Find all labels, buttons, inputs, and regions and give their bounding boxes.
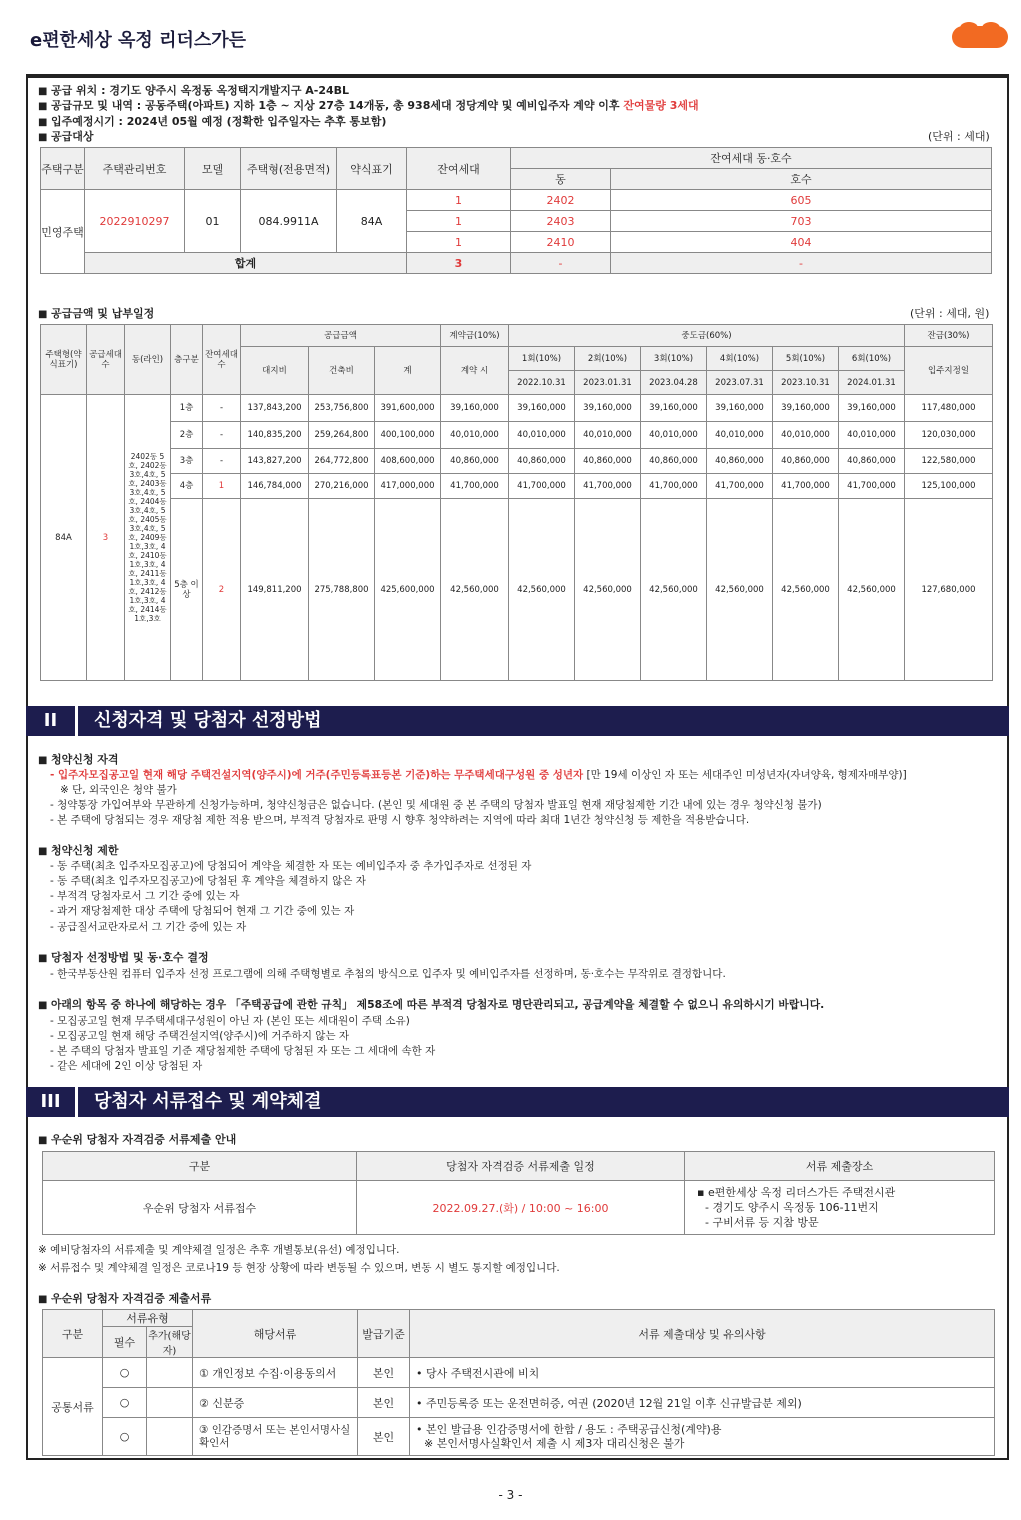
cell-mid: 40,860,000 [773,449,839,474]
cell-land: 137,843,200 [241,395,309,422]
cell-mid: 39,160,000 [509,395,575,422]
cell-mid: 39,160,000 [707,395,773,422]
place-line: ▪ e편한세상 옥정 리더스가든 주택전시관 [697,1186,896,1199]
cell-dep: 39,160,000 [441,395,509,422]
th-ptype: 주택형(약식표기) [41,325,87,395]
cell-req: ○ [103,1388,147,1418]
sum-label: 합계 [85,253,407,274]
cell-bldg: 259,264,800 [309,422,375,449]
cell-bldg: 275,788,800 [309,499,375,681]
unit-label: (단위 : 세대) [928,130,990,143]
cell-total: 408,600,000 [375,449,441,474]
qual-line1 [50,768,907,782]
cell-mid: 41,700,000 [575,474,641,499]
qual-title: ■ 청약신청 자격 [38,753,119,768]
th-count: 공급세대수 [87,325,125,395]
limit-item: - 동 주택(최초 입주자모집공고)에 당첨된 후 계약을 체결하지 않은 자 [50,875,366,887]
cell-total: 425,600,000 [375,499,441,681]
cell-mid: 42,560,000 [707,499,773,681]
cell-mid: 40,010,000 [707,422,773,449]
cell-basis: 본인 [358,1418,410,1456]
section-2-title: 신청자격 및 당첨자 선정방법 [94,710,322,731]
cell-mid: 40,860,000 [839,449,905,474]
cell-land: 149,811,200 [241,499,309,681]
th-bal: 잔금(30%) [905,325,993,347]
price-unit: (단위 : 세대, 원) [910,307,990,320]
cell-place [685,1181,995,1235]
sub-title: ■ 우순위 당첨자 자격검증 제출서류 [38,1292,211,1307]
th-mid-date: 2022.10.31 [509,371,575,395]
page-number: - 3 - [498,1488,523,1502]
th-mid-5: 5회(10%) [773,347,839,371]
warn-item: - 본 주택의 당첨자 발표일 기준 재당첨제한 주택에 당첨된 자 또는 그 세대에 속한 자 [50,1045,436,1057]
cell-mid: 40,010,000 [641,422,707,449]
cell-mid: 39,160,000 [773,395,839,422]
sum-dash: - [611,253,992,274]
cell-mid: 42,560,000 [641,499,707,681]
qual-line4: - 본 주택에 당첨되는 경우 재당첨 제한 적용 받으며, 부적격 당첨자로 판명 시 향후 청약하려는 지역에 따라 최대 1년간 청약신청 등 제한을 적용받습니다. [50,814,750,826]
cell-mid: 40,860,000 [707,449,773,474]
cell-dong: 2403 [511,211,611,232]
place-line: - 경기도 양주시 옥정동 106-11번지 [705,1201,879,1214]
th-land: 대지비 [241,347,309,395]
th-short: 약식표기 [337,148,407,190]
cell-bal: 125,100,000 [905,474,993,499]
qual-line1a: - 입주자모집공고일 현재 해당 주택건설지역(양주시)에 거주(주민등록표등본 기준)하는 무주택세대구성원 중 성년자 [50,769,584,781]
th-place: 서류 제출장소 [685,1152,995,1181]
qual-line2: ※ 단, 외국인은 청약 불가 [60,784,177,796]
cell-ptype: 84A [41,395,87,681]
cell-count: 3 [87,395,125,681]
note-line: ※ 본인서명사실확인서 제출 시 제3자 대리신청은 불가 [424,1436,685,1450]
th-bldg: 건축비 [309,347,375,395]
limit-item: - 공급질서교란자로서 그 기간 중에 있는 자 [50,921,247,933]
sum-dash: - [511,253,611,274]
method-title: ■ 당첨자 선정방법 및 동·호수 결정 [38,951,209,966]
th-detail: 잔여세대 동·호수 [511,148,992,169]
qual-line3: - 청약통장 가입여부와 무관하게 신청가능하며, 청약신청금은 없습니다. (본인 및 세대원 중 본 주택의 당첨자 발표일 현재 재당첨제한 기간 내에 있는 경우 청약신청 불가) [50,799,822,811]
limit-item: - 동 주택(최초 입주자모집공고)에 당첨되어 계약을 체결한 자 또는 예비입주자 중 추가입주자로 선정된 자 [50,860,532,872]
warn-item: - 모집공고일 현재 무주택세대구성원이 아닌 자 (본인 또는 세대원이 주택 소유) [50,1015,410,1027]
limit-title: ■ 청약신청 제한 [38,844,119,859]
th-skind: 서류유형 [103,1310,193,1327]
cell-mid: 39,160,000 [839,395,905,422]
th-line: 동(라인) [125,325,171,395]
cell-bldg: 264,772,800 [309,449,375,474]
cell-ho: 404 [611,232,992,253]
cell-mid: 39,160,000 [641,395,707,422]
cell-mid: 40,860,000 [641,449,707,474]
cell-ho: 605 [611,190,992,211]
cell-mid: 42,560,000 [575,499,641,681]
th-mid-date: 2023.10.31 [773,371,839,395]
th-snote: 서류 제출대상 및 유의사항 [410,1310,995,1358]
th-deposit: 계약금(10%) [441,325,509,347]
cell-floor: 3층 [171,449,203,474]
cell-dep: 40,860,000 [441,449,509,474]
th-sreq: 필수 [103,1327,147,1358]
th-mid-6: 6회(10%) [839,347,905,371]
th-remain: 잔여세대 [407,148,511,190]
th-sbasis: 발급기준 [358,1310,410,1358]
cell-mid: 40,010,000 [839,422,905,449]
th-stype: 구분 [43,1310,103,1358]
cell-dep: 41,700,000 [441,474,509,499]
page-title: e편한세상 옥정 리더스가든 [30,30,247,51]
cell-mid: 41,700,000 [509,474,575,499]
th-mid-4: 4회(10%) [707,347,773,371]
cell-total: 400,100,000 [375,422,441,449]
cell-dep: 40,010,000 [441,422,509,449]
th-mid-1: 1회(10%) [509,347,575,371]
cell-dep: 42,560,000 [441,499,509,681]
cell-mid: 39,160,000 [575,395,641,422]
cell-model: 01 [185,190,241,253]
info-scale-text: 공급규모 및 내역 : 공동주택(아파트) 지하 1층 ~ 지상 27층 14개동, 총 938세대 정당계약 및 예비입주자 계약 이후 [50,99,624,112]
cell-add [147,1388,193,1418]
th-htype: 주택형(전용면적) [241,148,337,190]
th-dong: 동 [511,169,611,190]
info-target: ■ 공급대상 [38,130,93,145]
docs-title: ■ 우순위 당첨자 자격검증 서류제출 안내 [38,1133,236,1148]
th-mgmt: 주택관리번호 [85,148,185,190]
submit-docs-table [42,1309,995,1456]
remaining-units-table [40,147,992,274]
cell-remain: 1 [407,232,511,253]
th-mid: 중도금(60%) [509,325,905,347]
cell-mid: 41,700,000 [839,474,905,499]
th-dep-at: 계약 시 [441,347,509,395]
th-mid-date: 2023.07.31 [707,371,773,395]
section-3-banner [26,1087,1009,1117]
cell-total: 417,000,000 [375,474,441,499]
th-type: 주택구분 [41,148,85,190]
section-2-banner [26,706,1009,736]
info-scale [38,99,699,114]
cell-mid: 41,700,000 [773,474,839,499]
cell-remain: - [203,449,241,474]
cell-type: 민영주택 [41,190,85,274]
note-line: • 본인 발급용 인감증명서에 한함 / 용도 : 주택공급신청(계약)용 [416,1422,722,1436]
th-premain: 잔여세대수 [203,325,241,395]
cell-kind: 우순위 당첨자 서류접수 [43,1181,357,1235]
place-line: - 구비서류 등 지참 방문 [705,1216,819,1229]
cell-lines: 2402동 5호, 2402동 3호,4호, 5호, 2403동 3호,4호, 5호, 2404동 3호,4호, 5호, 2405동 3호,4호, 5호, 2409동 1호,3호, 4호, 2410동 1호,3호, 4호, 2411동 1호,3호, 4호, 2412동 1호,3호, 4호, 2414동 1호,3호 [125,395,171,681]
cell-note: • 당사 주택전시관에 비치 [410,1358,995,1388]
th-price: 공급금액 [241,325,441,347]
section-2-number: II [26,706,78,736]
cell-mid: 41,700,000 [707,474,773,499]
cell-remain: 1 [407,190,511,211]
method-line: - 한국부동산원 컴퓨터 입주자 선정 프로그램에 의해 주택형별로 추첨의 방식으로 입주자 및 예비입주자를 선정하며, 동·호수는 무작위로 결정합니다. [50,968,726,980]
cell-add [147,1358,193,1388]
th-mid-3: 3회(10%) [641,347,707,371]
cell-doc: ① 개인정보 수집·이용동의서 [193,1358,358,1388]
cell-dong: 2410 [511,232,611,253]
sum-value: 3 [407,253,511,274]
cell-total: 391,600,000 [375,395,441,422]
cell-mid: 42,560,000 [773,499,839,681]
cell-add [147,1418,193,1456]
info-location: ■ 공급 위치 : 경기도 양주시 옥정동 옥정택지개발지구 A-24BL [38,84,349,99]
cell-remain: - [203,395,241,422]
qual-line1b: [만 19세 이상인 자 또는 세대주인 미성년자(자녀양육, 형제자매부양)] [583,769,907,781]
docs-note: ※ 예비당첨자의 서류제출 및 계약체결 일정은 추후 개별통보(유선) 예정입니다. [38,1244,400,1256]
th-kind: 구분 [43,1152,357,1181]
cell-mid: 40,010,000 [509,422,575,449]
cell-mid: 42,560,000 [839,499,905,681]
limit-item: - 과거 재당첨제한 대상 주택에 당첨되어 현재 그 기간 중에 있는 자 [50,905,355,917]
limit-item: - 부적격 당첨자로서 그 기간 중에 있는 자 [50,890,240,902]
cell-remain: - [203,422,241,449]
cell-mid: 40,010,000 [773,422,839,449]
cell-land: 146,784,000 [241,474,309,499]
cell-mid: 40,860,000 [509,449,575,474]
th-total: 계 [375,347,441,395]
cell-remain: 2 [203,499,241,681]
cell-basis: 본인 [358,1388,410,1418]
cell-land: 143,827,200 [241,449,309,474]
cell-bal: 117,480,000 [905,395,993,422]
th-mid-2: 2회(10%) [575,347,641,371]
th-mid-date: 2023.04.28 [641,371,707,395]
th-sadd: 추가(해당자) [147,1327,193,1358]
brand-logo [952,26,1008,48]
th-mid-date: 2024.01.31 [839,371,905,395]
th-mid-date: 2023.01.31 [575,371,641,395]
cell-schedule: 2022.09.27.(화) / 10:00 ~ 16:00 [357,1181,685,1235]
th-floor: 층구분 [171,325,203,395]
cell-basis: 본인 [358,1358,410,1388]
cell-remain: 1 [407,211,511,232]
schedule-table [42,1151,995,1235]
warn-item: - 모집공고일 현재 해당 주택건설지역(양주시)에 거주하지 않는 자 [50,1030,350,1042]
warn-item: - 같은 세대에 2인 이상 당첨된 자 [50,1060,203,1072]
cell-doc: ② 신분증 [193,1388,358,1418]
cell-bldg: 253,756,800 [309,395,375,422]
info-movein: ■ 입주예정시기 : 2024년 05월 예정 (정확한 입주일자는 추후 통보함) [38,115,386,130]
cell-mid: 40,010,000 [575,422,641,449]
cell-mid: 42,560,000 [509,499,575,681]
info-remaining: 잔여물량 3세대 [623,99,699,112]
section-3-title: 당첨자 서류접수 및 계약체결 [94,1091,322,1112]
cell-htype: 084.9911A [241,190,337,253]
docs-note: ※ 서류접수 및 계약체결 일정은 코로나19 등 현장 상황에 따라 변동될 수 있으며, 변동 시 별도 통지할 예정입니다. [38,1262,560,1274]
cell-bal: 122,580,000 [905,449,993,474]
cell-short: 84A [337,190,407,253]
cell-note [410,1418,995,1456]
cell-mid: 41,700,000 [641,474,707,499]
th-model: 모델 [185,148,241,190]
th-schedule: 당첨자 자격검증 서류제출 일정 [357,1152,685,1181]
section-3-number: III [26,1087,78,1117]
cell-bal: 120,030,000 [905,422,993,449]
cell-floor: 4층 [171,474,203,499]
cell-doc: ③ 인감증명서 또는 본인서명사실확인서 [193,1418,358,1456]
th-bal-at: 입주지정일 [905,347,993,395]
cell-floor: 2층 [171,422,203,449]
price-title: ■ 공급금액 및 납부일정 [38,307,154,322]
cell-remain: 1 [203,474,241,499]
cell-ho: 703 [611,211,992,232]
cell-dong: 2402 [511,190,611,211]
cell-land: 140,835,200 [241,422,309,449]
th-ho: 호수 [611,169,992,190]
cell-bldg: 270,216,000 [309,474,375,499]
price-table [40,324,993,681]
cell-req: ○ [103,1418,147,1456]
th-sdoc: 해당서류 [193,1310,358,1358]
cell-floor: 1층 [171,395,203,422]
cell-req: ○ [103,1358,147,1388]
cell-mid: 40,860,000 [575,449,641,474]
warn-title: ■ 아래의 항목 중 하나에 해당하는 경우 「주택공급에 관한 규칙」 제58조에 따른 부적격 당첨자로 명단관리되고, 공급계약을 체결할 수 없으니 유의하시기 바랍니다. [38,998,824,1013]
cell-group: 공통서류 [43,1358,103,1456]
cell-floor: 5층 이상 [171,499,203,681]
cell-mgmt: 2022910297 [85,190,185,253]
cell-note: • 주민등록증 또는 운전면허증, 여권 (2020년 12월 21일 이후 신규발급분 제외) [410,1388,995,1418]
cell-bal: 127,680,000 [905,499,993,681]
